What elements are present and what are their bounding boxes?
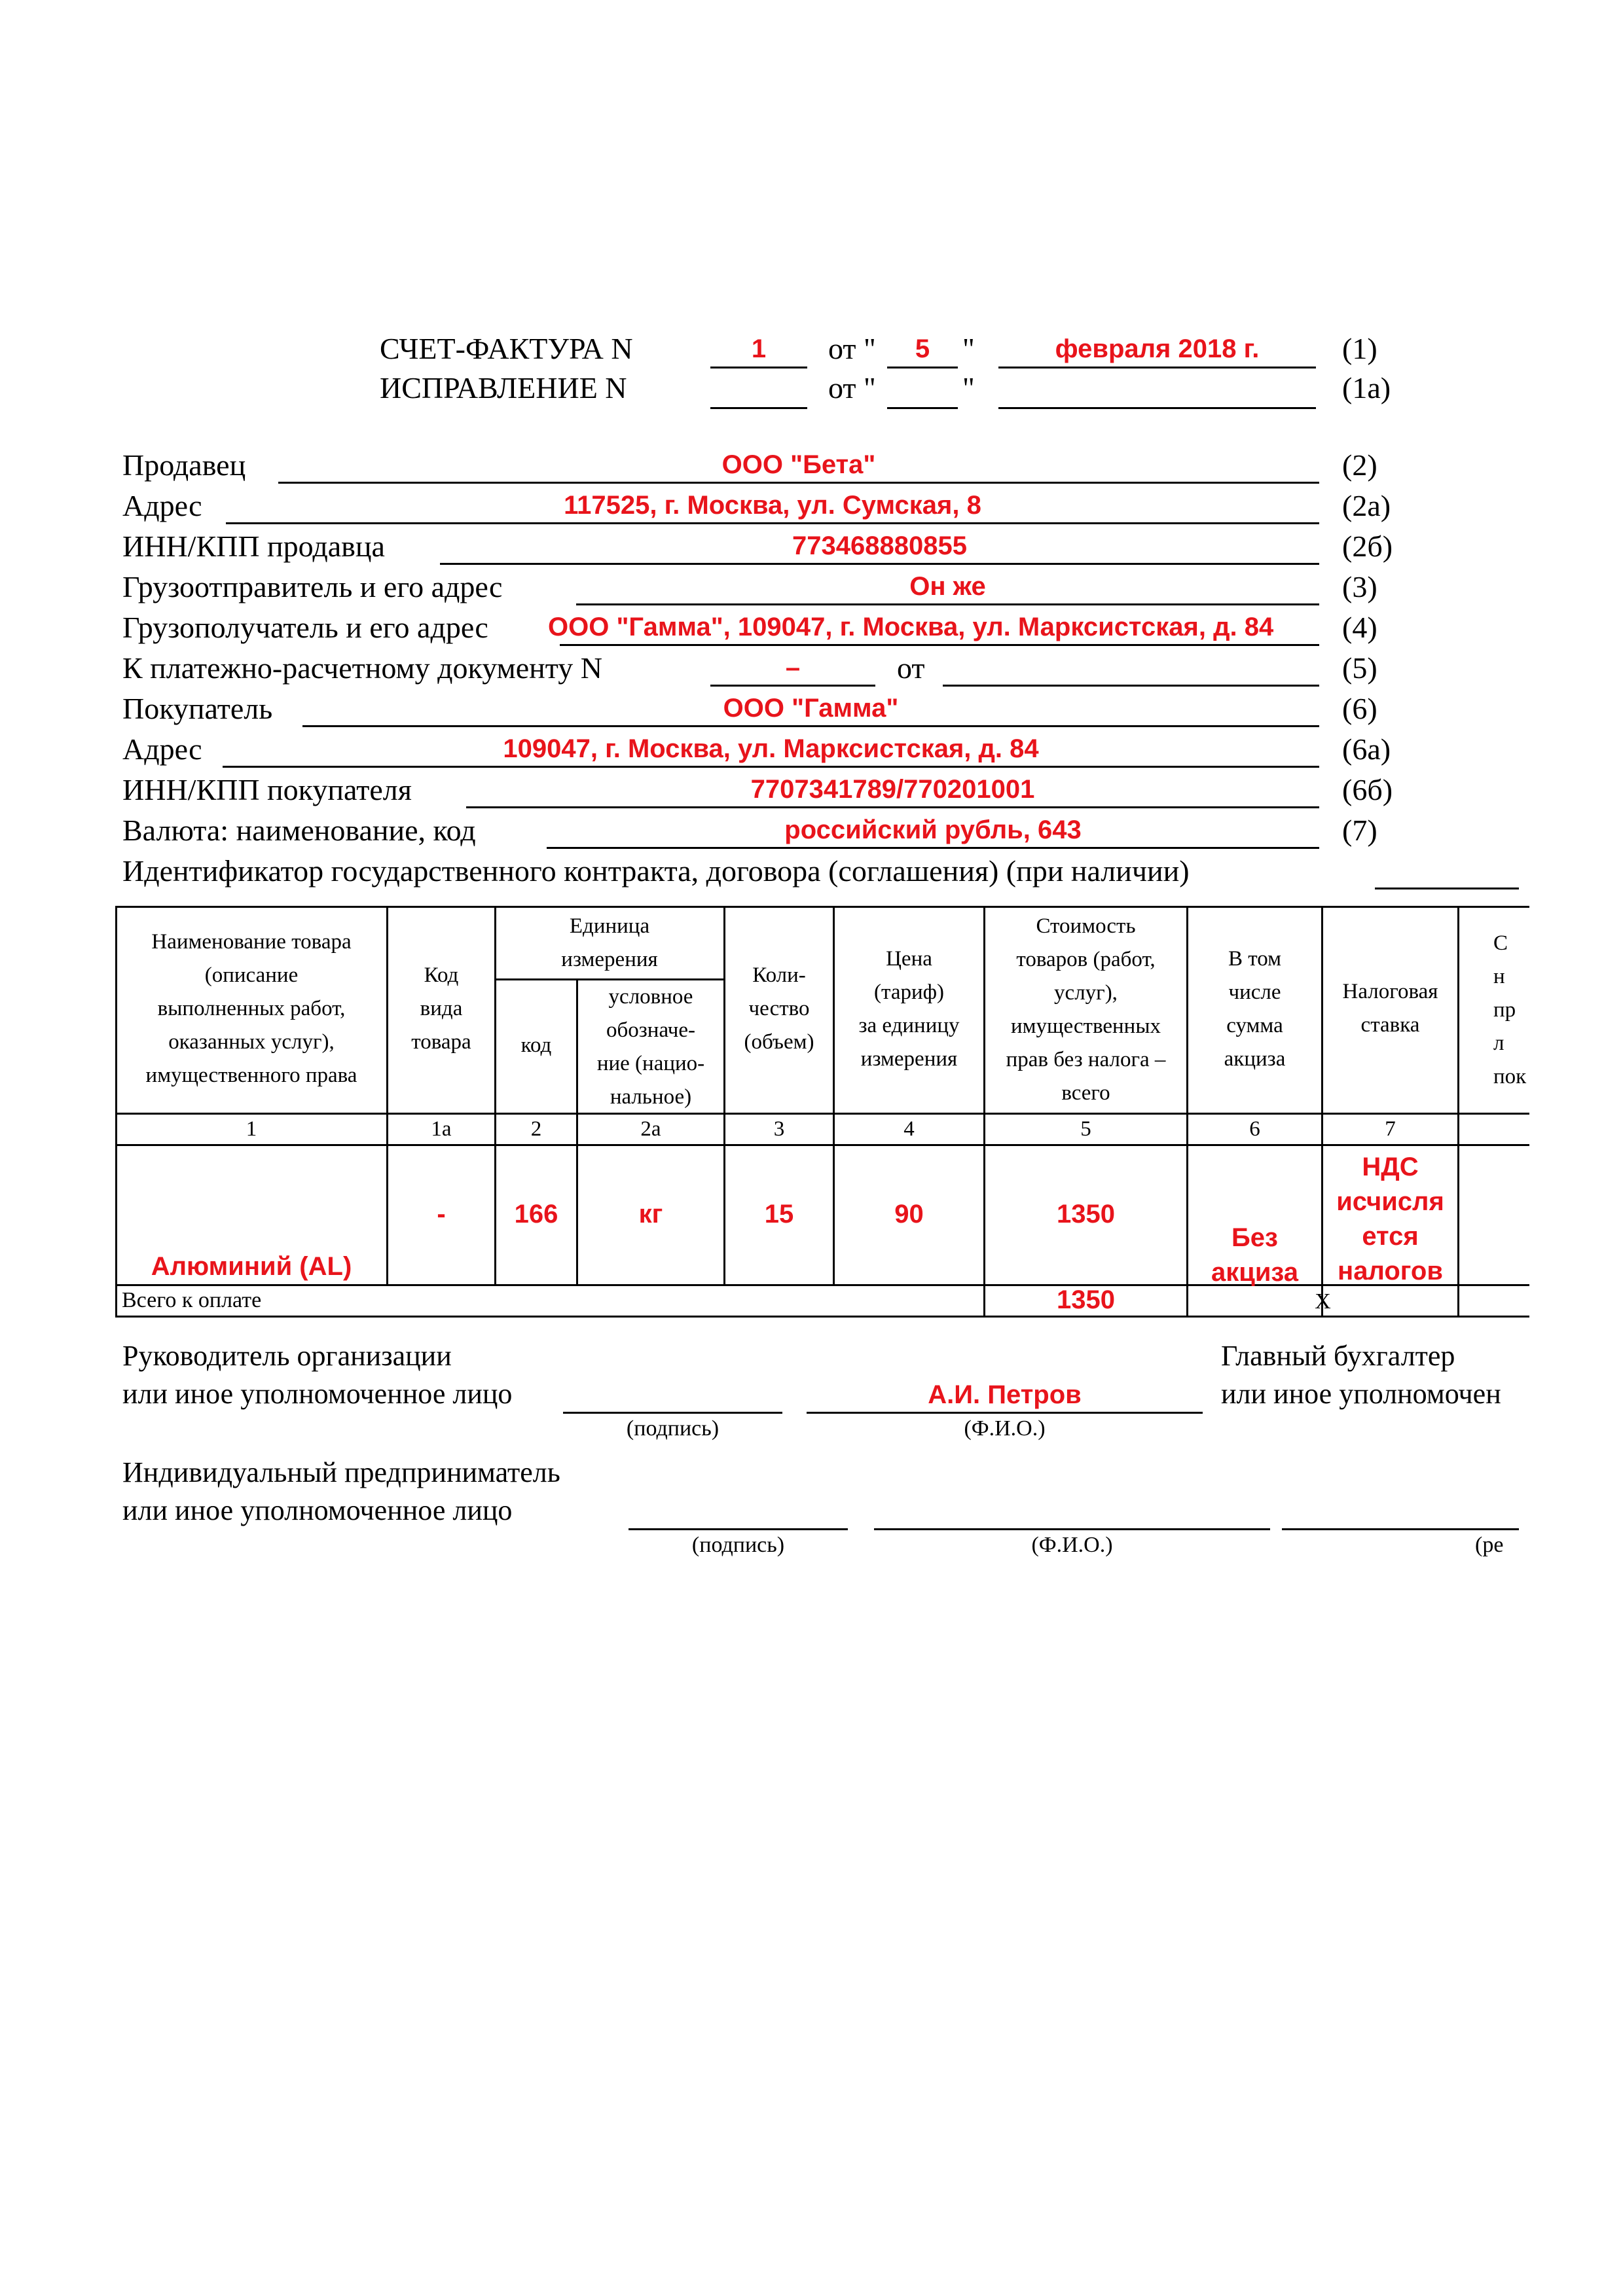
- col-number: 3: [773, 1117, 785, 1141]
- ip-label-line2: или иное уполномоченное лицо: [122, 1494, 513, 1526]
- ref-5: (5): [1342, 651, 1377, 685]
- th-kind-code: Код вида товара: [411, 963, 471, 1054]
- consignor-label: Грузоотправитель и его адрес: [122, 570, 503, 603]
- buyer-address-underline: [223, 766, 1319, 768]
- col-number: 6: [1249, 1117, 1260, 1141]
- correction-month-underline: [998, 407, 1316, 409]
- th-cost: Стоимость товаров (работ, услуг), имущественных прав без налога – всего: [1006, 914, 1166, 1105]
- payment-doc-value: –: [785, 653, 801, 682]
- head-fio-caption: (Ф.И.О.): [964, 1416, 1046, 1441]
- head-name: А.И. Петров: [928, 1380, 1082, 1409]
- buyer-inn-underline: [466, 806, 1319, 808]
- invoice-month-underline: [998, 367, 1316, 368]
- buyer-inn-value: 7707341789/770201001: [750, 775, 1035, 804]
- head-name-line: [807, 1412, 1203, 1414]
- col-number: 7: [1385, 1117, 1396, 1141]
- payment-doc-underline: [710, 685, 875, 687]
- seller-value: ООО "Бета": [721, 450, 876, 479]
- contract-id-underline: [1375, 888, 1519, 889]
- row-rate: НДС исчисля ется налогов: [1336, 1153, 1444, 1285]
- currency-value: российский рубль, 643: [784, 816, 1082, 844]
- consignor-underline: [576, 603, 1319, 605]
- head-label-line2: или иное уполномоченное лицо: [122, 1378, 513, 1410]
- ip-fio-caption: (Ф.И.О.): [1031, 1533, 1113, 1557]
- seller-address-label: Адрес: [122, 489, 202, 522]
- head-signature-line: [563, 1412, 782, 1414]
- correction-from-label: от ": [828, 371, 876, 404]
- ref-1: (1): [1342, 332, 1377, 365]
- th-unit-symbol: условное обозначе- ние (нацио- нальное): [596, 985, 705, 1109]
- invoice-from-label: от ": [828, 332, 876, 365]
- th-rate: Налоговая ставка: [1342, 980, 1438, 1037]
- col-number: 2а: [640, 1117, 661, 1141]
- row-cost: 1350: [1057, 1200, 1115, 1229]
- ref-2b: (2б): [1342, 529, 1393, 563]
- consignor-value: Он же: [909, 572, 986, 601]
- row-kind-code: -: [437, 1200, 446, 1229]
- correction-title: ИСПРАВЛЕНИЕ N: [380, 371, 627, 404]
- ip-signature-caption: (подпись): [691, 1533, 785, 1557]
- col-number: 2: [530, 1117, 542, 1141]
- ref-6: (6): [1342, 692, 1377, 725]
- payment-doc-date-underline: [943, 685, 1319, 687]
- table-top-border: [115, 906, 1529, 908]
- invoice-month-year: февраля 2018 г.: [1055, 334, 1260, 363]
- seller-inn-label: ИНН/КПП продавца: [122, 529, 385, 563]
- ref-6b: (6б): [1342, 773, 1393, 806]
- invoice-number: 1: [751, 334, 767, 363]
- payment-doc-label: К платежно-расчетному документу N: [122, 651, 602, 685]
- col-number: 1: [246, 1117, 257, 1141]
- ip-signature-line: [629, 1528, 848, 1530]
- th-unit-group: Единица измерения: [561, 914, 658, 971]
- buyer-underline: [302, 725, 1319, 727]
- col-number: 1а: [431, 1117, 452, 1141]
- buyer-address-value: 109047, г. Москва, ул. Марксистская, д. 84: [503, 734, 1039, 763]
- row-excise: Без акциза: [1211, 1223, 1299, 1287]
- th-next-cut: С н пр л пок: [1493, 931, 1527, 1088]
- row-name: Алюминий (AL): [151, 1252, 352, 1281]
- ref-2: (2): [1342, 448, 1377, 482]
- correction-number-underline: [710, 407, 807, 409]
- total-cost: 1350: [1057, 1285, 1115, 1314]
- ref-3: (3): [1342, 570, 1377, 603]
- invoice-day-underline: [887, 367, 958, 368]
- buyer-value: ООО "Гамма": [723, 694, 899, 723]
- col-number: 4: [903, 1117, 915, 1141]
- seller-inn-underline: [440, 563, 1319, 565]
- th-unit-code: код: [520, 1033, 552, 1057]
- currency-label: Валюта: наименование, код: [122, 814, 476, 847]
- invoice-title: СЧЕТ-ФАКТУРА N: [380, 332, 633, 365]
- consignee-value: ООО "Гамма", 109047, г. Москва, ул. Марксистская, д. 84: [548, 613, 1274, 641]
- invoice-day: 5: [915, 334, 930, 363]
- ref-6a: (6а): [1342, 732, 1391, 766]
- buyer-inn-label: ИНН/КПП покупателя: [122, 773, 412, 806]
- seller-label: Продавец: [122, 448, 246, 482]
- head-signature-caption: (подпись): [626, 1416, 720, 1441]
- table-bottom-border: [115, 1316, 1529, 1318]
- ip-name-line: [874, 1528, 1270, 1530]
- ref-4: (4): [1342, 611, 1377, 644]
- consignee-underline: [560, 644, 1319, 646]
- seller-address-underline: [226, 522, 1319, 524]
- buyer-address-label: Адрес: [122, 732, 202, 766]
- ref-7: (7): [1342, 814, 1377, 847]
- ip-requisites-caption: (ре: [1475, 1533, 1504, 1557]
- seller-address-value: 117525, г. Москва, ул. Сумская, 8: [564, 491, 981, 520]
- currency-underline: [547, 847, 1319, 849]
- table-left-border: [115, 906, 117, 1317]
- row-quantity: 15: [764, 1200, 794, 1229]
- accountant-label-line1: Главный бухгалтер: [1221, 1340, 1455, 1372]
- row-price: 90: [894, 1200, 924, 1229]
- th-quantity: Коли- чество (объем): [744, 963, 814, 1054]
- seller-inn-value: 773468880855: [792, 531, 967, 560]
- correction-day-underline: [887, 407, 958, 409]
- th-excise: В том числе сумма акциза: [1224, 947, 1286, 1071]
- total-label: Всего к оплате: [122, 1288, 262, 1312]
- buyer-label: Покупатель: [122, 692, 273, 725]
- total-excise-mark: Х: [1315, 1289, 1331, 1314]
- head-label-line1: Руководитель организации: [122, 1340, 452, 1372]
- accountant-label-line2: или иное уполномочен: [1221, 1378, 1501, 1410]
- ip-requisites-line: [1282, 1528, 1519, 1530]
- th-price: Цена (тариф) за единицу измерения: [858, 947, 960, 1071]
- ref-1a: (1а): [1342, 371, 1391, 404]
- row-unit-symbol: кг: [638, 1200, 663, 1229]
- th-name: Наименование товара (описание выполненных работ, оказанных услуг), имущественного права: [145, 930, 357, 1087]
- correction-quote: ": [962, 371, 975, 404]
- row-unit-code: 166: [514, 1200, 558, 1229]
- invoice-quote: ": [962, 332, 975, 365]
- consignee-label: Грузополучатель и его адрес: [122, 611, 488, 644]
- seller-underline: [278, 482, 1319, 484]
- ip-label-line1: Индивидуальный предприниматель: [122, 1456, 560, 1488]
- table-col-divider: [386, 906, 388, 1285]
- payment-doc-from-label: от: [897, 651, 925, 685]
- contract-id-label: Идентификатор государственного контракта, договора (соглашения) (при наличии): [122, 854, 1190, 888]
- invoice-number-underline: [710, 367, 807, 368]
- col-number: 5: [1080, 1117, 1091, 1141]
- ref-2a: (2а): [1342, 489, 1391, 522]
